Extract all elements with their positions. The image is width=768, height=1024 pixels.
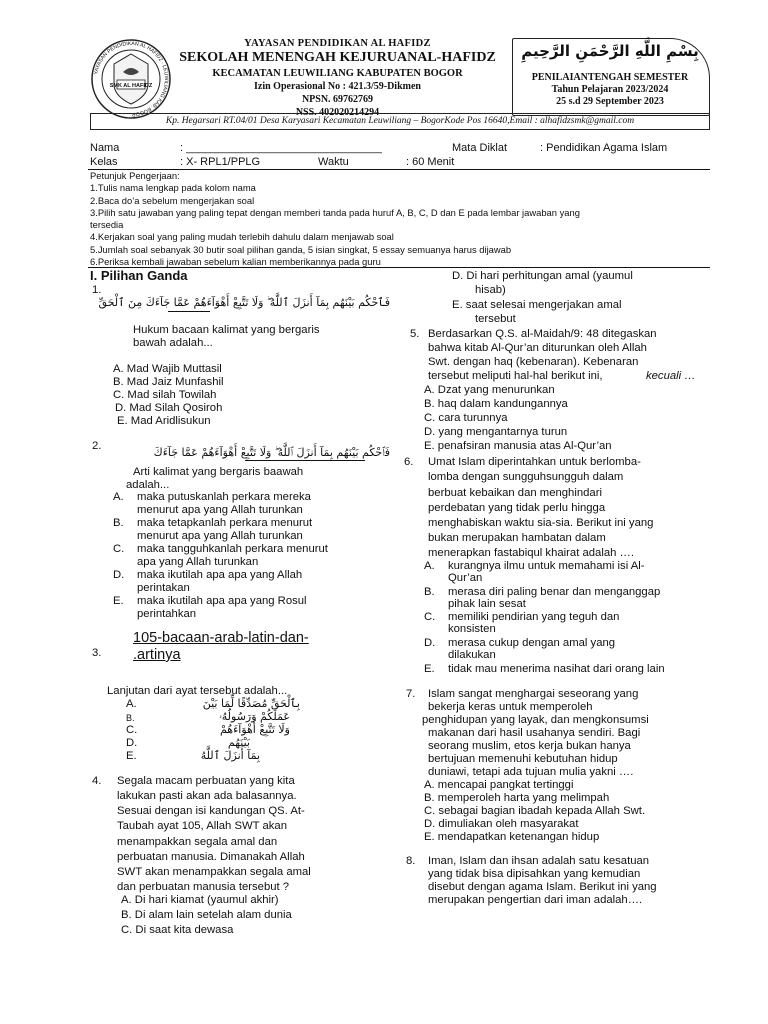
q3-option-e-letter[interactable]: E. <box>126 750 137 762</box>
q6-option-b-cont: pihak lain sesat <box>448 598 526 610</box>
school-name: SEKOLAH MENENGAH KEJURUANAL-HAFIDZ <box>179 50 496 65</box>
q6-stem: Umat Islam diperintahkan untuk berlomba- <box>428 456 641 468</box>
q4-stem: lakukan pasti akan ada balasannya. <box>117 790 297 802</box>
q3-option-d-letter[interactable]: D. <box>126 737 138 749</box>
instructions-title: Petunjuk Pengerjaan: <box>90 170 180 181</box>
q5-stem: Berdasarkan Q.S. al-Maidah/9: 48 ditegaskan <box>428 328 657 340</box>
q2-underline <box>245 460 365 461</box>
q2-option-c[interactable]: maka tangguhkanlah perkara menurut <box>137 543 328 555</box>
q3-option-c[interactable]: وَلَا تَتَّبِعْ أَهْوَآءَهُمْ <box>219 723 290 736</box>
question-number: 1. <box>92 284 102 296</box>
q2-option-d[interactable]: maka ikutilah apa apa yang Allah <box>137 569 303 581</box>
instruction-line: 4.Kerjakan soal yang paling mudah terlebih dahulu dalam menjawab soal <box>90 231 394 242</box>
school-header <box>170 38 505 118</box>
foundation-name: YAYASAN PENDIDIKAN AL HAFIDZ <box>244 38 431 49</box>
q6-option-b-letter[interactable]: B. <box>424 586 435 598</box>
q4-option-e[interactable]: E. saat selesai mengerjakan amal <box>452 299 622 311</box>
q6-stem: berbuat kebaikan dan menghindari <box>428 487 602 499</box>
q2-arabic-verse: فَٱحْكُم بَيْنَهُم بِمَآ أَنزَلَ ٱللَّهُ ۖ وَلَا تَتَّبِعْ أَهْوَآءَهُمْ عَمَّا جَآءَكَ <box>153 446 390 459</box>
q6-option-c-cont: konsisten <box>448 623 496 635</box>
q4-stem: Segala macam perbuatan yang kita <box>117 775 295 787</box>
q6-option-a-letter[interactable]: A. <box>424 560 435 572</box>
q6-option-e[interactable]: tidak mau menerima nasihat dari orang lain <box>448 663 665 675</box>
q2-stem: adalah... <box>126 479 170 491</box>
section-title: I. Pilihan Ganda <box>90 268 188 283</box>
instruction-line: 5.Jumlah soal sebanyak 30 butir soal pilihan ganda, 5 isian singkat, 5 essay semuanya harus dijawab <box>90 244 512 255</box>
q1-stem: Hukum bacaan kalimat yang bergaris <box>133 324 320 336</box>
q2-option-a[interactable]: maka putuskanlah perkara mereka <box>137 491 311 503</box>
logo-ring-text: YAYASAN PENDIDIKAN AL HAFIDZ · LEUWILIANG KAB. BOGOR <box>93 40 170 118</box>
q8-stem: merupakan pengertian dari iman adalah…. <box>428 894 643 906</box>
nama-label: Nama <box>90 142 120 154</box>
school-address: Kp. Hegarsari RT.04/01 Desa Karyasari Kecamatan Leuwiliang – BogorKode Pos 16640,Email : alhafidzsmk@gmail.com <box>90 113 710 130</box>
q2-stem: Arti kalimat yang bergaris baawah <box>133 466 304 478</box>
q1-option-e[interactable]: E. Mad Aridlisukun <box>117 415 211 427</box>
nss-number: NSS. 402020214294 <box>295 107 380 118</box>
q8-stem: disebut dengan agama Islam. Berikut ini yang <box>428 881 657 893</box>
q2-option-d-cont: perintakan <box>137 582 190 594</box>
kelas-value: : X- RPL1/PPLG <box>180 156 261 168</box>
q7-stem: seorang muslim, etos kerja bukan hanya <box>428 740 631 752</box>
q6-option-c[interactable]: memiliki pendirian yang teguh dan <box>448 611 620 623</box>
q6-stem: perdebatan yang tidak perlu hingga <box>428 502 606 514</box>
q1-stem: bawah adalah... <box>133 337 213 349</box>
q1-option-a[interactable]: A. Mad Wajib Muttasil <box>113 363 222 375</box>
instruction-line: 3.Pilih satu jawaban yang paling tepat dengan memberi tanda pada huruf A, B, C, D dan E pada lembar jawaban yang <box>90 207 580 218</box>
school-logo <box>90 38 172 120</box>
q4-option-c[interactable]: C. Di saat kita dewasa <box>121 924 234 936</box>
question-number: 2. <box>92 440 102 452</box>
q7-stem: Islam sangat menghargai seseorang yang <box>428 688 639 700</box>
q7-stem: penghidupan yang layak, dan mengkonsumsi <box>422 714 649 726</box>
question-number: 4. <box>92 775 102 787</box>
q6-option-c-letter[interactable]: C. <box>424 611 436 623</box>
nama-field[interactable]: : ________________________________ <box>180 142 382 154</box>
q7-stem: bertujuan memenuhi kebutuhan hidup <box>428 753 618 765</box>
npsn-number: NPSN. 69762769 <box>301 94 374 105</box>
q7-option-d[interactable]: D. dimuliakan oleh masyarakat <box>424 818 579 830</box>
q7-option-c[interactable]: C. sebagai bagian ibadah kepada Allah Swt. <box>424 805 646 817</box>
q3-option-c-letter[interactable]: C. <box>126 724 138 736</box>
mapel-label: Mata Diklat <box>452 142 508 154</box>
q3-link[interactable]: 105-bacaan-arab-latin-dan- <box>133 630 309 646</box>
q5-option-e[interactable]: E. penafsiran manusia atas Al-Qur’an <box>424 440 612 452</box>
q7-stem: makanan dari hasil usahanya sendiri. Bagi <box>428 727 641 739</box>
q3-link-cont[interactable]: .artinya <box>133 647 181 663</box>
q3-option-b[interactable]: عَمَلَكُمْ وَرَسُولُهُۥ <box>219 710 290 723</box>
q5-stem: Swt. dengan haq (kebenaran). Kebenaran <box>428 356 639 368</box>
q5-kecuali: kecuali … <box>646 370 696 382</box>
q1-option-c[interactable]: C. Mad silah Towilah <box>113 389 217 401</box>
instruction-line: 6.Periksa kembali jawaban sebelum kalian memberikannya pada guru <box>90 256 381 267</box>
q2-option-b[interactable]: maka tetapkanlah perkara menurut <box>137 517 313 529</box>
q4-stem: Sesuai dengan isi kandungan QS. At- <box>117 805 305 817</box>
q6-option-d-letter[interactable]: D. <box>424 637 436 649</box>
question-number: 5. <box>410 328 420 340</box>
question-number: 7. <box>406 688 416 700</box>
q6-option-a-cont: Qur’an <box>448 572 483 584</box>
school-year: Tahun Pelajaran 2023/2024 <box>551 84 669 95</box>
q8-stem: yang tidak bisa dipisahkan yang kemudian <box>428 868 641 880</box>
q2-option-d-letter[interactable]: D. <box>113 569 125 581</box>
q6-option-d[interactable]: merasa cukup dengan amal yang <box>448 637 616 649</box>
q3-option-a[interactable]: بِٱلْحَقِّ مُصَدِّقًا لِّمَا بَيْنَ <box>202 697 300 710</box>
q3-option-e[interactable]: بِمَآ أَنزَلَ ٱللَّهُ <box>200 749 260 762</box>
q2-option-e-cont: perintahkan <box>137 608 197 620</box>
q6-stem: bukan merupakan hambatan dalam <box>428 532 606 544</box>
q6-option-e-letter[interactable]: E. <box>424 663 435 675</box>
q6-option-b[interactable]: merasa diri paling benar dan menganggap <box>448 586 661 598</box>
q7-option-e[interactable]: E. mendapatkan ketenangan hidup <box>424 831 600 843</box>
q5-stem: bahwa kitab Al-Qur’an diturunkan oleh Allah <box>428 342 647 354</box>
q1-option-d[interactable]: D. Mad Silah Qosiroh <box>115 402 223 414</box>
q3-option-a-letter[interactable]: A. <box>126 698 137 710</box>
kelas-label: Kelas <box>90 156 118 168</box>
q4-option-b[interactable]: B. Di alam lain setelah alam dunia <box>121 909 292 921</box>
q2-option-b-letter[interactable]: B. <box>113 517 124 529</box>
q4-stem: dan perbuatan manusia tersebut ? <box>117 881 290 893</box>
q2-option-c-letter[interactable]: C. <box>113 543 125 555</box>
instruction-line: tersedia <box>90 219 124 230</box>
permit-number: Izin Operasional No : 421.3/59-Dikmen <box>254 81 421 92</box>
q1-option-b[interactable]: B. Mad Jaiz Munfashil <box>113 376 224 388</box>
q2-option-a-cont: menurut apa yang Allah turunkan <box>137 504 303 516</box>
mapel-value: : Pendidikan Agama Islam <box>540 142 668 154</box>
q4-stem: perbuatan manusia. Dimanakah Allah <box>117 851 305 863</box>
question-number: 6. <box>404 456 414 468</box>
q7-stem: duniawi, tetapi ada tujuan mulia yakni …. <box>428 766 634 778</box>
q6-stem: lomba dengan sungguhsungguh dalam <box>428 471 624 483</box>
q4-option-e-cont: tersebut <box>475 313 516 325</box>
q2-option-e[interactable]: maka ikutilah apa apa yang Rosul <box>137 595 307 607</box>
instruction-line: 2.Baca do’a sebelum mengerjakan soal <box>90 195 255 206</box>
q6-stem: menerapkan fastabiqul khairat adalah …. <box>428 547 634 559</box>
q2-option-c-cont: apa yang Allah turunkan <box>137 556 259 568</box>
q2-option-a-letter[interactable]: A. <box>113 491 124 503</box>
exam-info <box>512 38 708 107</box>
question-number: 3. <box>92 647 102 659</box>
q4-option-a[interactable]: A. Di hari kiamat (yaumul akhir) <box>121 894 279 906</box>
q2-option-e-letter[interactable]: E. <box>113 595 124 607</box>
q4-option-d-cont: hisab) <box>475 284 506 296</box>
district-name: KECAMATAN LEUWILIANG KABUPATEN BOGOR <box>212 68 463 79</box>
q6-stem: menghabiskan waktu sia-sia. Berikut ini yang <box>428 517 654 529</box>
q3-option-b-letter[interactable]: B. <box>126 713 135 723</box>
q7-option-a[interactable]: A. mencapai pangkat tertinggi <box>424 779 574 791</box>
q1-underline <box>168 311 210 312</box>
q5-option-b[interactable]: B. haq dalam kandungannya <box>424 398 568 410</box>
question-number: 8. <box>406 855 416 867</box>
q5-option-c[interactable]: C. cara turunnya <box>424 412 508 424</box>
exam-dates: 25 s.d 29 September 2023 <box>556 96 664 107</box>
q5-option-a[interactable]: A. Dzat yang menurunkan <box>424 384 555 396</box>
q8-stem: Iman, Islam dan ihsan adalah satu kesatuan <box>428 855 650 867</box>
q3-option-d[interactable]: بَيْنَهُم <box>227 736 250 749</box>
exam-title: PENILAIANTENGAH SEMESTER <box>531 72 689 83</box>
basmalah: بِسْمِ اللَّهِ الرَّحْمَنِ الرَّحِيمِ <box>521 42 699 60</box>
q4-stem: menampakkan segala amal dan <box>117 836 278 848</box>
q7-stem: bekerja keras untuk memperoleh <box>428 701 593 713</box>
q7-option-b[interactable]: B. memperoleh harta yang melimpah <box>424 792 610 804</box>
q6-option-d-cont: dilakukan <box>448 649 496 661</box>
q4-stem: Taubah ayat 105, Allah SWT akan <box>117 820 287 832</box>
waktu-label: Waktu <box>318 156 349 168</box>
q4-stem: SWT akan menampakkan segala amal <box>117 866 311 878</box>
q5-stem: tersebut meliputi hal-hal berikut ini, <box>428 370 603 382</box>
waktu-value: : 60 Menit <box>406 156 455 168</box>
q6-option-a[interactable]: kurangnya ilmu untuk memahami isi Al- <box>448 560 645 572</box>
q3-stem: Lanjutan dari ayat tersebut adalah... <box>107 685 288 697</box>
q2-option-b-cont: menurut apa yang Allah turunkan <box>137 530 303 542</box>
q4-option-d[interactable]: D. Di hari perhitungan amal (yaumul <box>452 270 633 282</box>
q1-arabic-verse: فَٱحْكُم بَيْنَهُم بِمَآ أَنزَلَ ٱللَّهُ ۖ وَلَا تَتَّبِعْ أَهْوَآءَهُمْ عَمَّا جَآءَكَ مِنَ ٱلْحَقِّ <box>98 296 390 309</box>
instruction-line: 1.Tulis nama lengkap pada kolom nama <box>90 182 256 193</box>
logo-name: SMK AL HAFIDZ <box>109 83 153 89</box>
ident-divider <box>88 169 710 170</box>
q5-option-d[interactable]: D. yang mengantarnya turun <box>424 426 568 438</box>
